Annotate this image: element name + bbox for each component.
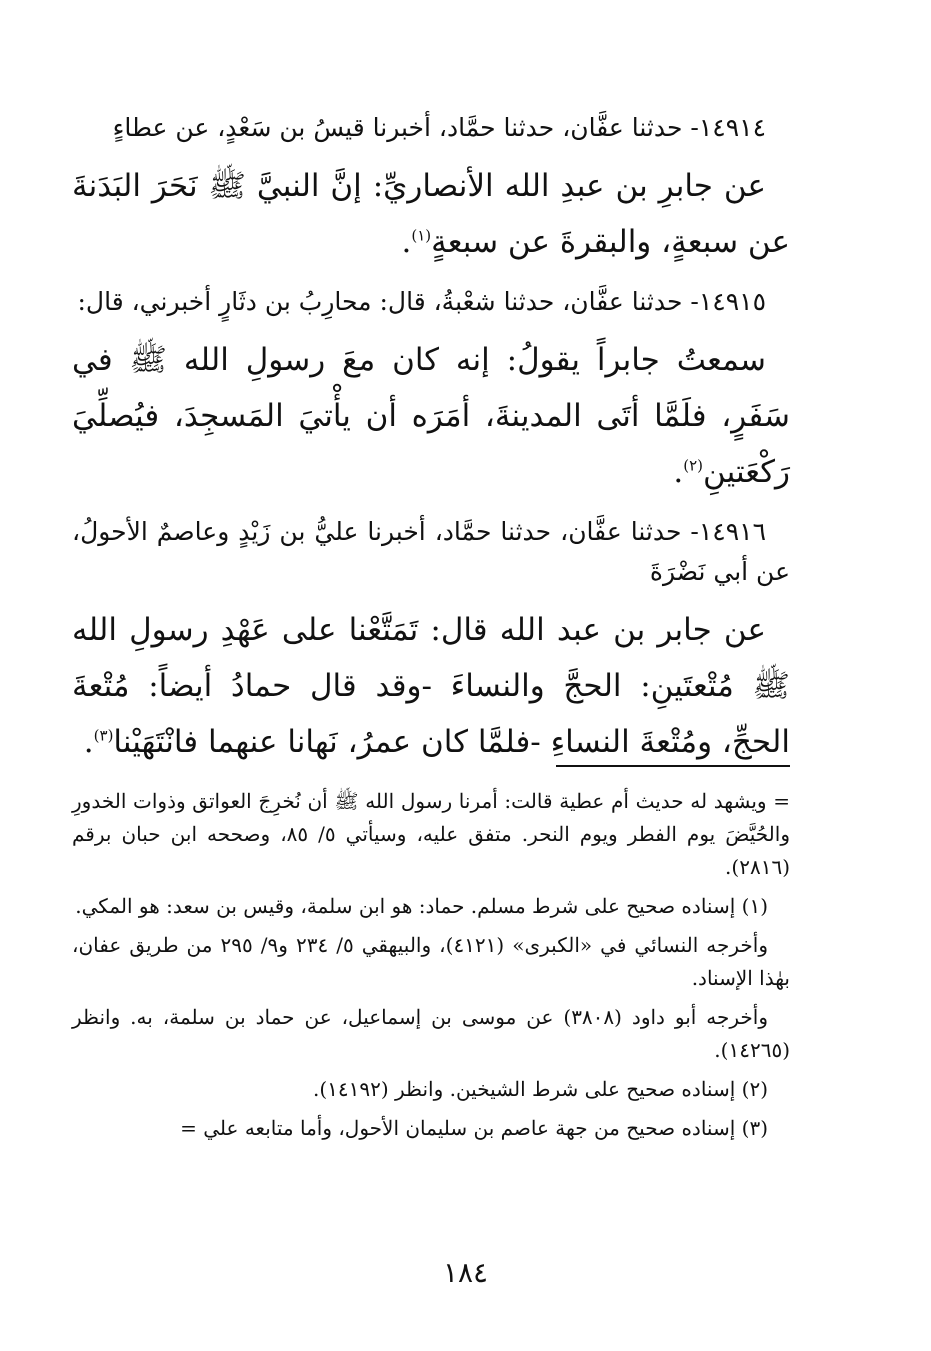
hadith-14914-end: . [401, 224, 412, 260]
footnote-divider [556, 765, 790, 767]
footnote-1-abu-dawud: وأخرجه أبو داود (٣٨٠٨) عن موسى بن إسماعيل، عن حماد بن سلمة، به. وانظر (١٤٢٦٥). [72, 1005, 790, 1062]
hadith-14915-end: . [673, 454, 684, 490]
hadith-14916-end: . [83, 724, 94, 760]
hadith-14914-matn [72, 158, 790, 270]
hadith-14914-isnad: ١٤٩١٤- حدثنا عفَّان، حدثنا حمَّاد، أخبرنا قيسُ بن سَعْدٍ، عن عطاءٍ [112, 113, 766, 142]
main-text [72, 108, 790, 782]
footnotes [72, 785, 790, 1151]
hadith-14915-text: سمعتُ جابراً يقولُ: إنه كان معَ رسولِ الله ﷺ في سَفَرٍ، فلَمَّا أتَى المدينةَ، أمَرَه أن يأْتيَ المَسجِدَ، فيُصلِّيَ رَكْعَتينِ [72, 342, 790, 490]
page-number: ١٨٤ [442, 1256, 489, 1289]
hadith-14914-text: عن جابرِ بن عبدِ الله الأنصاريِّ: إنَّ النبيَّ ﷺ نَحَرَ البَدَنةَ عن سبعةٍ، والبقرةَ عن سبعةٍ [72, 168, 790, 260]
hadith-14916-matn [72, 602, 790, 770]
hadith-14916-isnad: ١٤٩١٦- حدثنا عفَّان، حدثنا حمَّاد، أخبرنا عليُّ بن زَيْدٍ وعاصمٌ الأحولُ، عن أبي نَضْرَةَ [72, 517, 790, 586]
footnote-1-nasai: وأخرجه النسائي في «الكبرى» (٤١٢١)، والبيهقي ٥/ ٢٣٤ و٩/ ٢٩٥ من طريق عفان، بهٰذا الإسناد. [72, 933, 790, 990]
hadith-14915-isnad: ١٤٩١٥- حدثنا عفَّان، حدثنا شعْبةُ، قال: محارِبُ بن دثَارٍ أخبرني، قال: [77, 287, 766, 316]
footnote-ref-2: (٢) [683, 456, 703, 475]
footnote-1: (١) إسناده صحيح على شرط مسلم. حماد: هو ابن سلمة، وقيس بن سعد: هو المكي. [75, 894, 768, 918]
hadith-14915-matn [72, 332, 790, 500]
footnote-3: (٣) إسناده صحيح من جهة عاصم بن سليمان الأحول، وأما متابعه علي = [180, 1116, 768, 1140]
footnote-continuation: = ويشهد له حديث أم عطية قالت: أمرنا رسول الله ﷺ أن نُخرِجَ العواتق وذوات الخدورِ والحُيَّضَ يوم الفطر ويوم النحر. متفق عليه، وسيأتي ٥/ ٨٥، وصححه ابن حبان برقم (٢٨١٦). [72, 789, 790, 879]
footnote-ref-3: (٣) [93, 726, 114, 745]
footnote-2: (٢) إسناده صحيح على شرط الشيخين. وانظر (١٤١٩٢). [312, 1077, 768, 1101]
footnote-ref-1: (١) [411, 226, 432, 245]
hadith-14916-text: عن جابر بن عبد الله قال: تَمَتَّعْنا على عَهْدِ رسولِ الله ﷺ مُتْعتَينِ: الحجَّ والنساءَ -وقد قال حمادُ أيضاً: مُتْعةَ الحجِّ، ومُتْعةَ النساءِ -فلمَّا كان عمرُ، نَهانا عنهما فانْتَهَيْنا [72, 612, 790, 760]
